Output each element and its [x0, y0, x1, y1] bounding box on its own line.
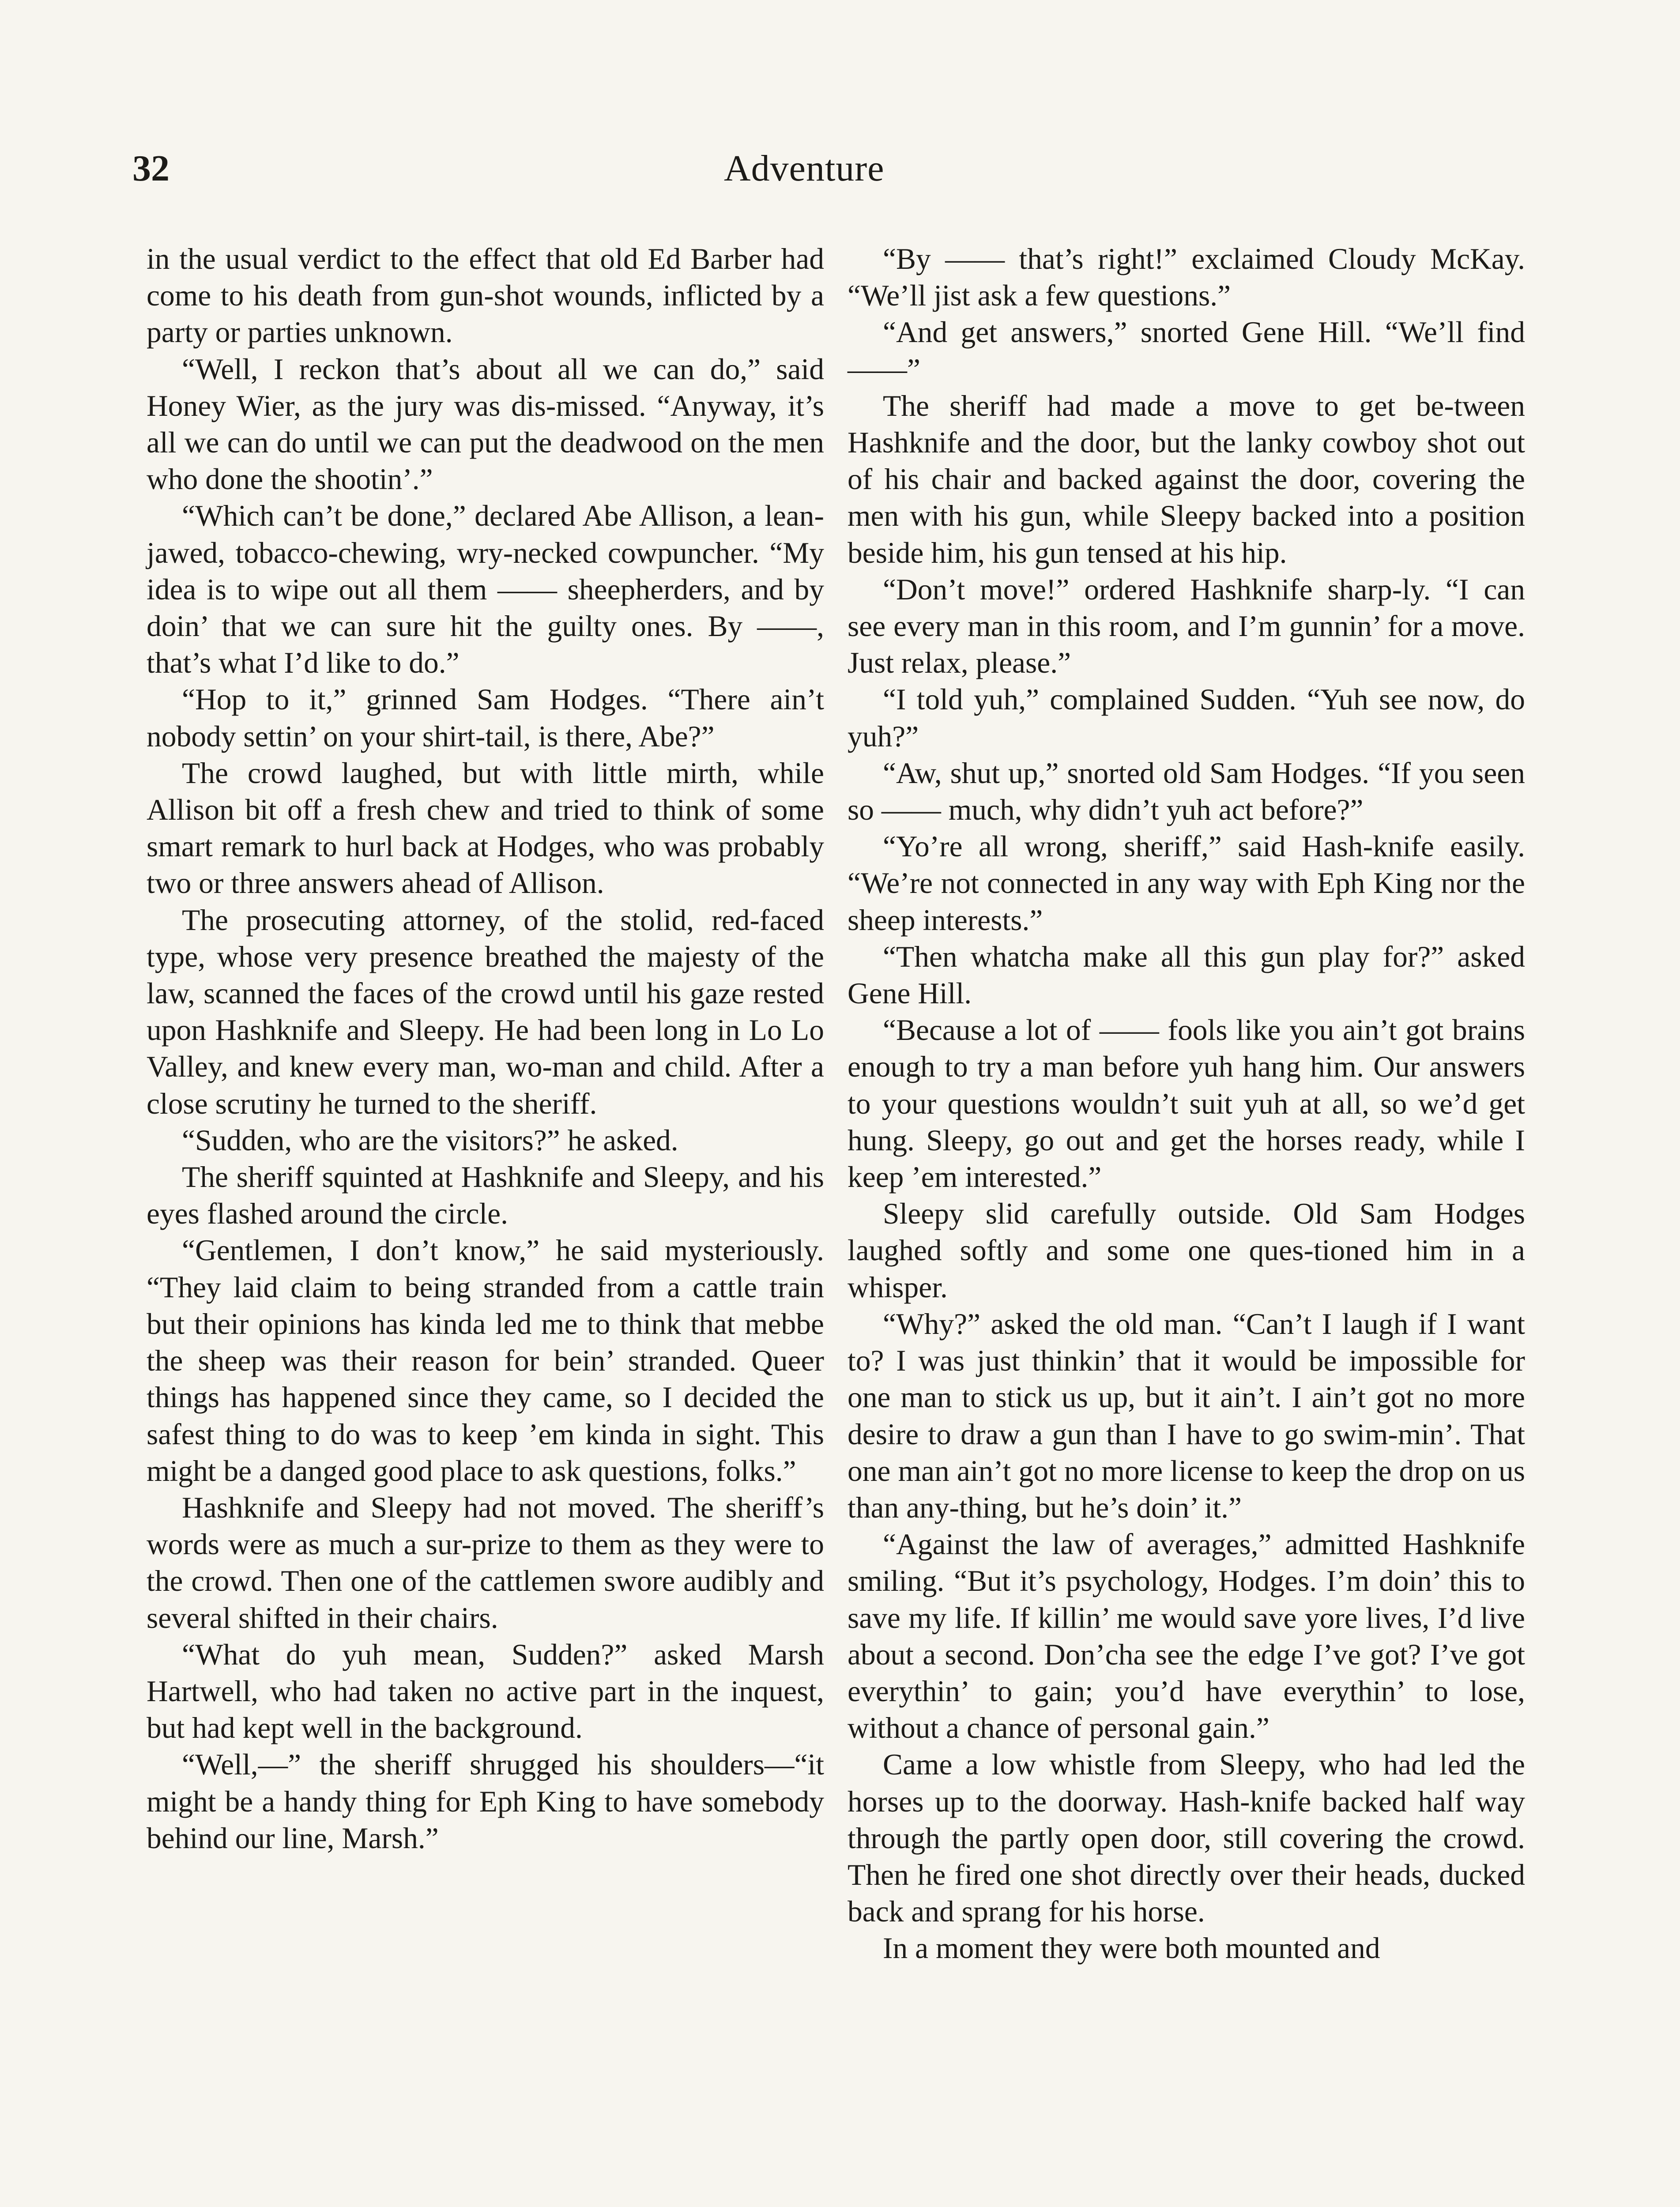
paragraph: The crowd laughed, but with little mirth, while Allison bit off a fresh chew and tried to think of some smart remark to hurl back at Hodges, who was probably two or three answers ahead of Allison. [147, 756, 824, 900]
paragraph: “Aw, shut up,” snorted old Sam Hodges. “If you seen so —— much, why didn’t yuh act before?” [848, 756, 1525, 827]
paragraph: “I told yuh,” complained Sudden. “Yuh see now, do yuh?” [848, 683, 1525, 753]
paragraph: “Yo’re all wrong, sheriff,” said Hash-knife easily. “We’re not connected in any way with Eph King nor the sheep interests.” [848, 830, 1525, 937]
paragraph: “And get answers,” snorted Gene Hill. “We’ll find——” [848, 316, 1525, 386]
paragraph: The sheriff had made a move to get be-tween Hashknife and the door, but the lanky cowboy shot out of his chair and backed against the door, covering the men with his gun, while Sleepy backed into a position beside him, his gun tensed at his hip. [848, 389, 1525, 569]
text-column-left [147, 241, 824, 1857]
paragraph: in the usual verdict to the effect that old Ed Barber had come to his death from gun-shot wounds, inflicted by a party or parties unknown. [147, 242, 824, 349]
paragraph: “Why?” asked the old man. “Can’t I laugh if I want to? I was just thinkin’ that it would be impossible for one man to stick us up, but it ain’t. I ain’t got no more desire to draw a gun than I have to go swim-min’. That one man ain’t got no more license to keep the drop on us than any-thing, but he’s doin’ it.” [848, 1307, 1525, 1524]
paragraph: “Because a lot of —— fools like you ain’t got brains enough to try a man before yuh hang him. Our answers to your questions wouldn’t suit yuh at all, so we’d get hung. Sleepy, go out and get the horses ready, while I keep ’em interested.” [848, 1013, 1525, 1194]
paragraph: “Which can’t be done,” declared Abe Allison, a lean-jawed, tobacco-chewing, wry-necked cowpuncher. “My idea is to wipe out all them —— sheepherders, and by doin’ that we can sure hit the guilty ones. By ——, that’s what I’d like to do.” [147, 499, 824, 680]
paragraph: Hashknife and Sleepy had not moved. The sheriff’s words were as much a sur-prize to them as they were to the crowd. Then one of the cattlemen swore audibly and several shifted in their chairs. [147, 1491, 824, 1635]
paragraph: “Don’t move!” ordered Hashknife sharp-ly. “I can see every man in this room, and I’m gunnin’ for a move. Just relax, please.” [848, 572, 1525, 680]
paragraph: “By —— that’s right!” exclaimed Cloudy McKay. “We’ll jist ask a few questions.” [848, 242, 1525, 313]
paragraph: Came a low whistle from Sleepy, who had led the horses up to the doorway. Hash-knife backed half way through the partly open door, still covering the crowd. Then he fired one shot directly over their heads, ducked back and sprang for his horse. [848, 1748, 1525, 1928]
paragraph: Sleepy slid carefully outside. Old Sam Hodges laughed softly and some one ques-tioned him in a whisper. [848, 1197, 1525, 1304]
paragraph: “Well,—” the sheriff shrugged his shoulders—“it might be a handy thing for Eph King to have somebody behind our line, Marsh.” [147, 1748, 824, 1855]
text-column-right [848, 241, 1525, 1967]
paragraph: “Then whatcha make all this gun play for?” asked Gene Hill. [848, 940, 1525, 1010]
paragraph: In a moment they were both mounted and [883, 1932, 1380, 1965]
paragraph: “Well, I reckon that’s about all we can do,” said Honey Wier, as the jury was dis-missed. “Anyway, it’s all we can do until we can put the deadwood on the men who done the shootin’.” [147, 352, 824, 496]
paragraph: “Gentlemen, I don’t know,” he said mysteriously. “They laid claim to being stranded from a cattle train but their opinions has kinda led me to think that mebbe the sheep was their reason for bein’ stranded. Queer things has happened since they came, so I decided the safest thing to do was to keep ’em kinda in sight. This might be a danged good place to ask questions, folks.” [147, 1234, 824, 1488]
running-head-title: Adventure [724, 148, 885, 189]
paragraph: “Hop to it,” grinned Sam Hodges. “There ain’t nobody settin’ on your shirt-tail, is there, Abe?” [147, 683, 824, 753]
paragraph: “What do yuh mean, Sudden?” asked Marsh Hartwell, who had taken no active part in the inquest, but had kept well in the background. [147, 1638, 824, 1745]
paragraph: “Against the law of averages,” admitted Hashknife smiling. “But it’s psychology, Hodges. I’m doin’ this to save my life. If killin’ me would save yore lives, I’d live about a second. Don’cha see the edge I’ve got? I’ve got everythin’ to gain; you’d have everythin’ to lose, without a chance of personal gain.” [848, 1528, 1525, 1745]
page-number: 32 [132, 148, 170, 189]
paragraph: The sheriff squinted at Hashknife and Sleepy, and his eyes flashed around the circle. [147, 1160, 824, 1231]
paragraph: “Sudden, who are the visitors?” he asked. [182, 1123, 678, 1157]
paragraph: The prosecuting attorney, of the stolid, red-faced type, whose very presence breathed the majesty of the law, scanned the faces of the crowd until his gaze rested upon Hashknife and Sleepy. He had been long in Lo Lo Valley, and knew every man, wo-man and child. After a close scrutiny he turned to the sheriff. [147, 903, 824, 1120]
